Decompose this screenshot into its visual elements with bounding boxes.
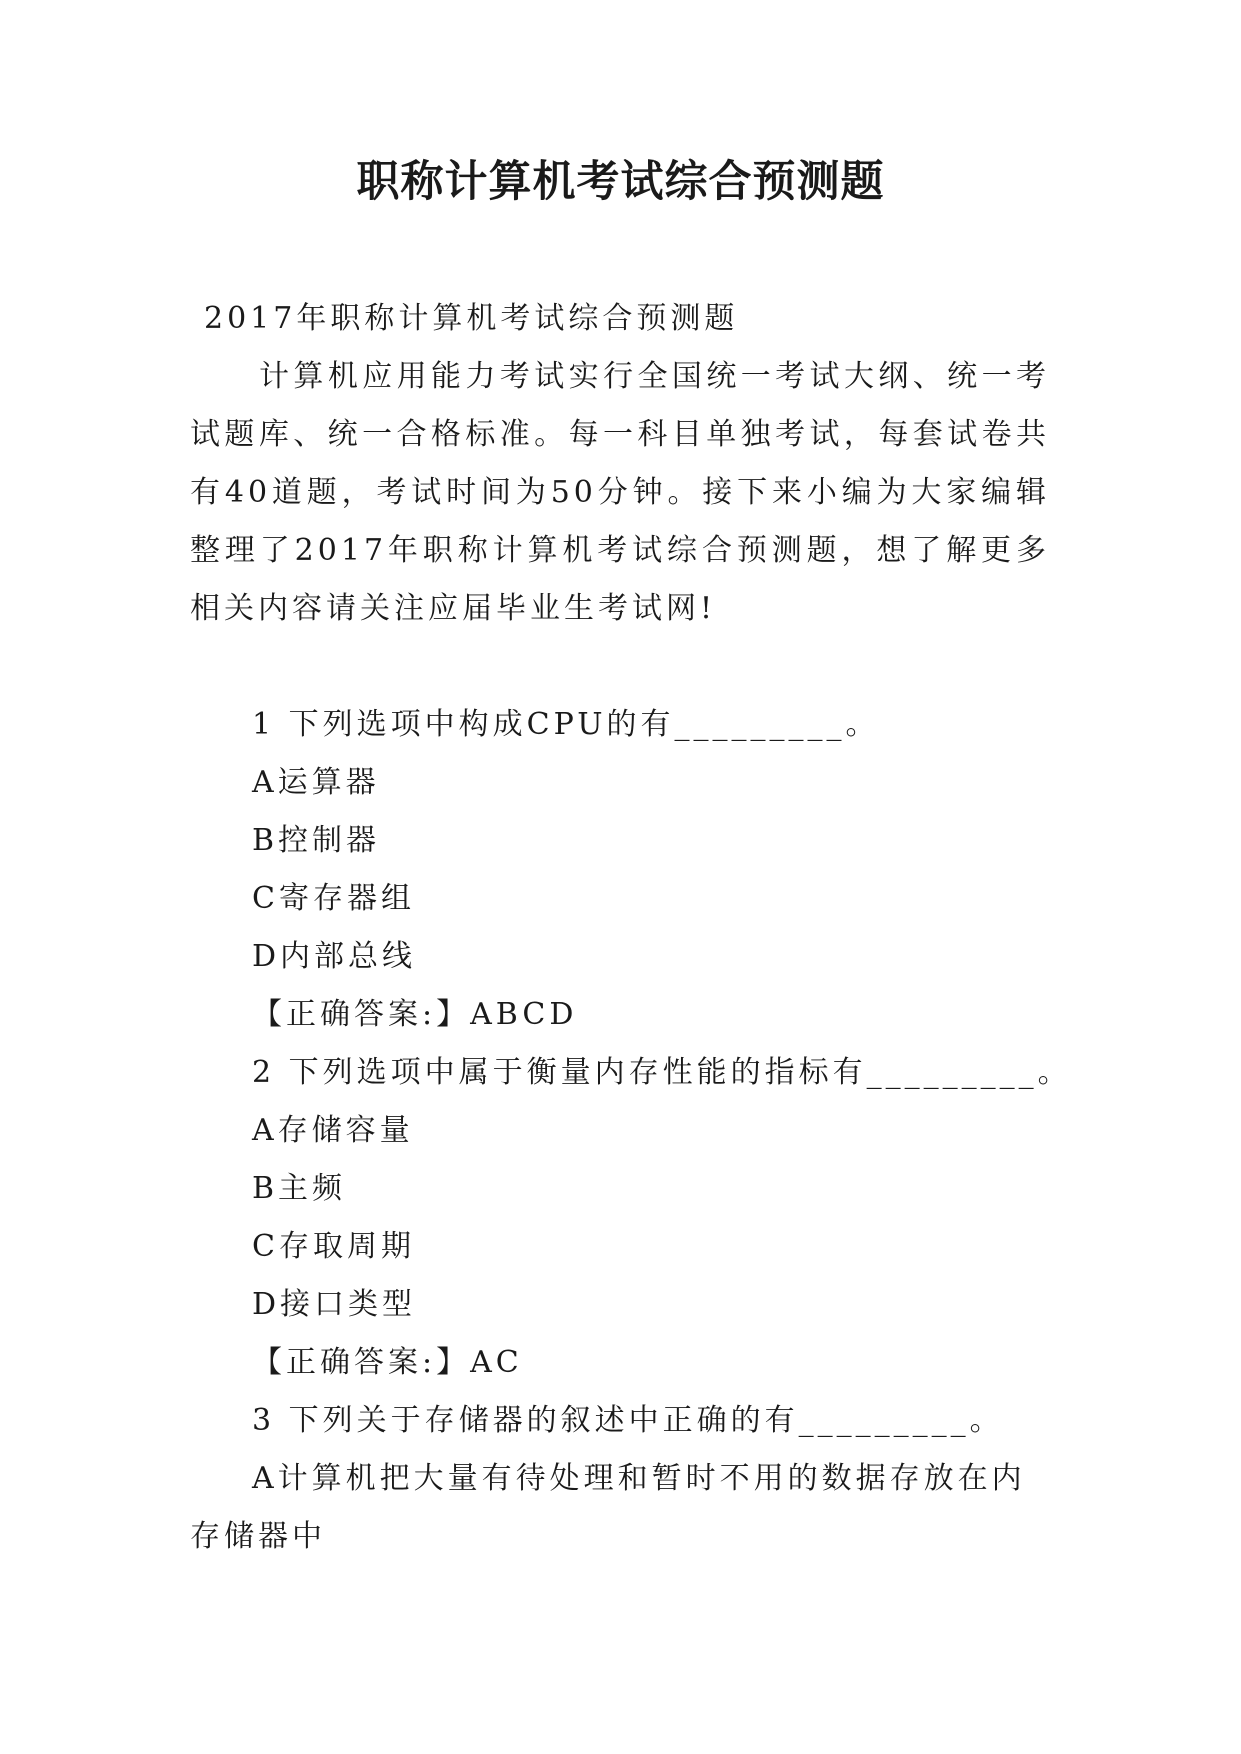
intro-paragraph: 计算机应用能力考试实行全国统一考试大纲、统一考试题库、统一合格标准。每一科目单独考试，每套试卷共有40道题，考试时间为50分钟。接下来小编为大家编辑整理了2017年职称计算机考试综合预测题，想了解更多相关内容请关注应届毕业生考试网! [190, 359, 1050, 626]
question-2-option-d: D接口类型 [252, 1287, 417, 1322]
question-2-option-b: B主频 [252, 1171, 347, 1206]
question-2-option-c: C存取周期 [252, 1229, 415, 1264]
question-1-option-d: D内部总线 [252, 939, 417, 974]
question-1-option-c: C寄存器组 [252, 881, 415, 916]
question-1-option-b: B控制器 [252, 823, 381, 858]
question-2-answer: 【正确答案:】AC [252, 1345, 523, 1380]
document-title: 职称计算机考试综合预测题 [356, 157, 885, 207]
document-body [190, 290, 1072, 1566]
document-subtitle: 2017年职称计算机考试综合预测题 [204, 301, 739, 336]
question-1-answer: 【正确答案:】ABCD [252, 997, 578, 1032]
question-1: 1 下列选项中构成CPU的有_________。 [252, 707, 880, 742]
paragraph-spacer [190, 638, 1050, 696]
question-1-option-a: A运算器 [252, 765, 380, 800]
question-3-option-a: A计算机把大量有待处理和暂时不用的数据存放在内存储器中 [190, 1461, 1026, 1554]
question-2: 2 下列选项中属于衡量内存性能的指标有_________。 [252, 1055, 1072, 1090]
question-2-option-a: A存储容量 [252, 1113, 414, 1148]
question-3: 3 下列关于存储器的叙述中正确的有_________。 [252, 1403, 1004, 1438]
